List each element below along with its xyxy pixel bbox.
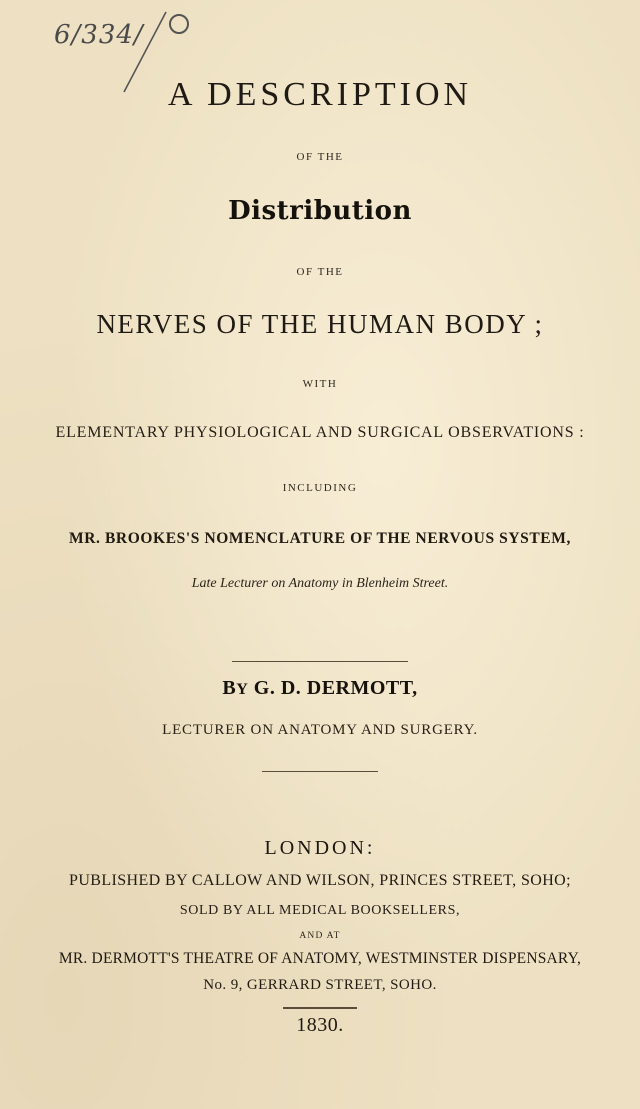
with-label: WITH bbox=[302, 378, 338, 390]
imprint-and-at: AND AT bbox=[299, 931, 341, 941]
author-position: LECTURER ON ANATOMY AND SURGERY. bbox=[162, 722, 478, 738]
of-the-1: OF THE bbox=[296, 151, 344, 163]
title-distribution: Distribution bbox=[228, 196, 412, 226]
brookes-title: Late Lecturer on Anatomy in Blenheim Street. bbox=[191, 576, 449, 591]
author-by-rest: Y bbox=[236, 681, 249, 698]
author-name: G. D. DERMOTT, bbox=[253, 677, 418, 699]
title-nomenclature: MR. BROOKES'S NOMENCLATURE OF THE NERVOUS SYSTEM, bbox=[69, 530, 571, 547]
title-line-description: A DESCRIPTION bbox=[167, 76, 473, 113]
author-line bbox=[0, 677, 640, 700]
of-the-2: OF THE bbox=[296, 266, 344, 278]
imprint-publisher: PUBLISHED BY CALLOW AND WILSON, PRINCES STREET, SOHO; bbox=[69, 872, 571, 889]
author-by-first: B bbox=[222, 677, 237, 699]
divider-rule-3 bbox=[283, 1007, 357, 1009]
title-subject: NERVES OF THE HUMAN BODY ; bbox=[96, 309, 544, 339]
divider-rule-2 bbox=[262, 771, 378, 772]
imprint-city: LONDON: bbox=[264, 837, 376, 859]
including-label: INCLUDING bbox=[282, 482, 358, 494]
imprint-sold: SOLD BY ALL MEDICAL BOOKSELLERS, bbox=[179, 903, 461, 918]
shelfmark-text: 6/334/ bbox=[54, 20, 144, 50]
divider-rule-1 bbox=[232, 661, 408, 662]
imprint-theatre: MR. DERMOTT'S THEATRE OF ANATOMY, WESTMINSTER DISPENSARY, bbox=[58, 950, 582, 967]
title-observations: ELEMENTARY PHYSIOLOGICAL AND SURGICAL OBSERVATIONS : bbox=[55, 424, 585, 441]
imprint-address: No. 9, GERRARD STREET, SOHO. bbox=[203, 977, 437, 993]
imprint-year: 1830. bbox=[296, 1014, 344, 1036]
